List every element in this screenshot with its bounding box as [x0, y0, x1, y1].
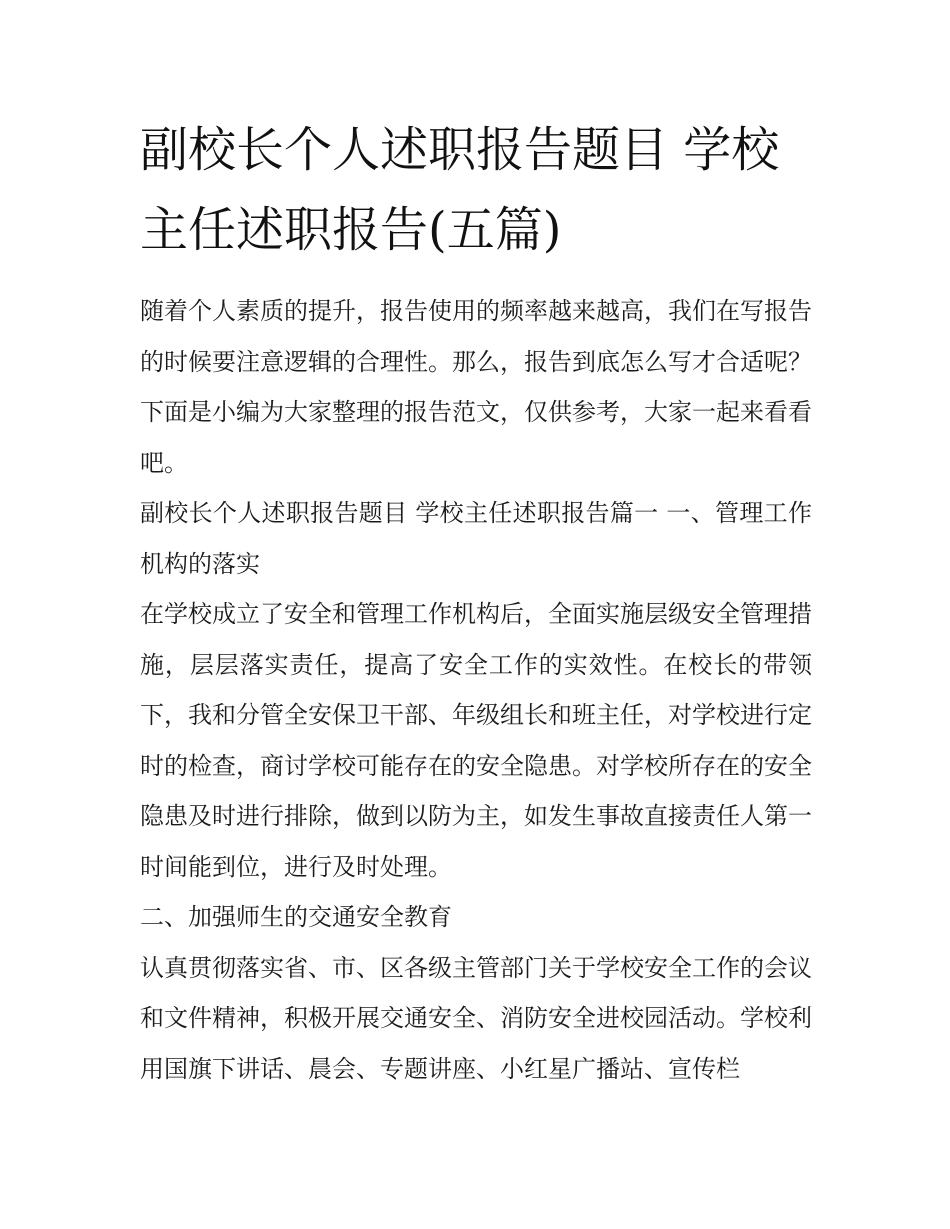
paragraph-section-heading-2: 二、加强师生的交通安全教育 — [140, 903, 452, 931]
paragraph-section-heading-1: 副校长个人述职报告题目 学校主任述职报告篇一 一、管理工作机构的落实 — [140, 499, 812, 578]
document-page — [140, 110, 812, 1094]
document-title: 副校长个人述职报告题目 学校主任述职报告(五篇) — [140, 122, 780, 258]
paragraph-section-2-body: 认真贯彻落实省、市、区各级主管部门关于学校安全工作的会议和文件精神，积极开展交通安全、消防安全进校园活动。学校利用国旗下讲话、晨会、专题讲座、小红星广播站、宣传栏 — [140, 953, 812, 1083]
paragraph-section-1-body: 在学校成立了安全和管理工作机构后，全面实施层级安全管理措施，层层落实责任，提高了安全工作的实效性。在校长的带领下，我和分管全安保卫干部、年级组长和班主任，对学校进行定时的检查，商讨学校可能存在的安全隐患。对学校所存在的安全隐患及时进行排除，做到以防为主，如发生事故直接责任人第一时间能到位，进行及时处理。 — [140, 600, 812, 881]
paragraph-intro: 随着个人素质的提升，报告使用的频率越来越高，我们在写报告的时候要注意逻辑的合理性。那么，报告到底怎么写才合适呢？下面是小编为大家整理的报告范文，仅供参考，大家一起来看看吧。 — [140, 297, 812, 477]
